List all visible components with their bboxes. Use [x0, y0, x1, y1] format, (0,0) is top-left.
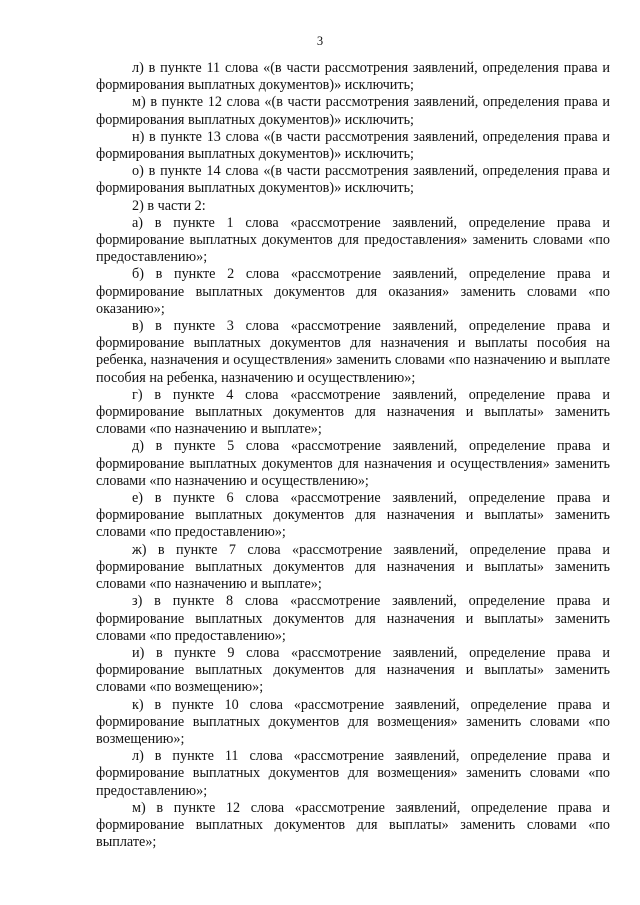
paragraph-item-m-12-part-2: м) в пункте 12 слова «рассмотрение заявлений, определение права и формирование выплатных документов для выплаты» заменить словами «по выплате»; [96, 799, 610, 851]
paragraph-item-z-8: з) в пункте 8 слова «рассмотрение заявлений, определение права и формирование выплатных документов для назначения и выплаты» заменить словами «по предоставлению»; [96, 593, 610, 644]
document-body [96, 60, 610, 851]
paragraph-item-l-11-part-2: л) в пункте 11 слова «рассмотрение заявлений, определение права и формирование выплатных документов для возмещения» заменить словами «по предоставлению»; [96, 748, 610, 799]
paragraph-item-n-13: н) в пункте 13 слова «(в части рассмотрения заявлений, определения права и формирования выплатных документов)» исключить; [96, 128, 610, 163]
paragraph-item-l-11: л) в пункте 11 слова «(в части рассмотрения заявлений, определения права и формирования выплатных документов)» исключить; [96, 60, 610, 94]
paragraph-item-o-14: о) в пункте 14 слова «(в части рассмотрения заявлений, определения права и формирования выплатных документов)» исключить; [96, 163, 610, 197]
paragraph-item-i-9: и) в пункте 9 слова «рассмотрение заявлений, определение права и формирование выплатных документов для назначения и выплаты» заменить словами «по возмещению»; [96, 644, 610, 696]
paragraph-item-v-3: в) в пункте 3 слова «рассмотрение заявлений, определение права и формирование выплатных документов для назначения и выплаты пособия на ребенка, назначения и осуществления» заменить словами «по назначению и выплате пособия на ребенка, назначению и осуществлению»; [96, 318, 610, 386]
paragraph-item-b-2: б) в пункте 2 слова «рассмотрение заявлений, определение права и формирование выплатных документов для оказания» заменить словами «по оказанию»; [96, 266, 610, 317]
paragraph-item-m-12: м) в пункте 12 слова «(в части рассмотрения заявлений, определения права и формирования выплатных документов)» исключить; [96, 94, 610, 128]
page-number: 3 [316, 34, 324, 48]
paragraph-item-e-6: е) в пункте 6 слова «рассмотрение заявлений, определение права и формирование выплатных документов для назначения и выплаты» заменить словами «по предоставлению»; [96, 490, 610, 541]
paragraph-part-2-heading: 2) в части 2: [132, 197, 206, 214]
paragraph-item-zh-7: ж) в пункте 7 слова «рассмотрение заявлений, определение права и формирование выплатных документов для назначения и выплаты» заменить словами «по назначению и выплате»; [96, 541, 610, 593]
paragraph-item-d-5: д) в пункте 5 слова «рассмотрение заявлений, определение права и формирование выплатных документов для назначения и осуществления» заменить словами «по назначению и осуществлению»; [96, 438, 610, 489]
paragraph-item-k-10: к) в пункте 10 слова «рассмотрение заявлений, определение права и формирование выплатных документов для возмещения» заменить словами «по возмещению»; [96, 696, 610, 747]
paragraph-item-a-1: а) в пункте 1 слова «рассмотрение заявлений, определение права и формирование выплатных документов для предоставления» заменить словами «по предоставлению»; [96, 214, 610, 266]
paragraph-item-g-4: г) в пункте 4 слова «рассмотрение заявлений, определение права и формирование выплатных документов для назначения и выплаты» заменить словами «по назначению и выплате»; [96, 386, 610, 438]
